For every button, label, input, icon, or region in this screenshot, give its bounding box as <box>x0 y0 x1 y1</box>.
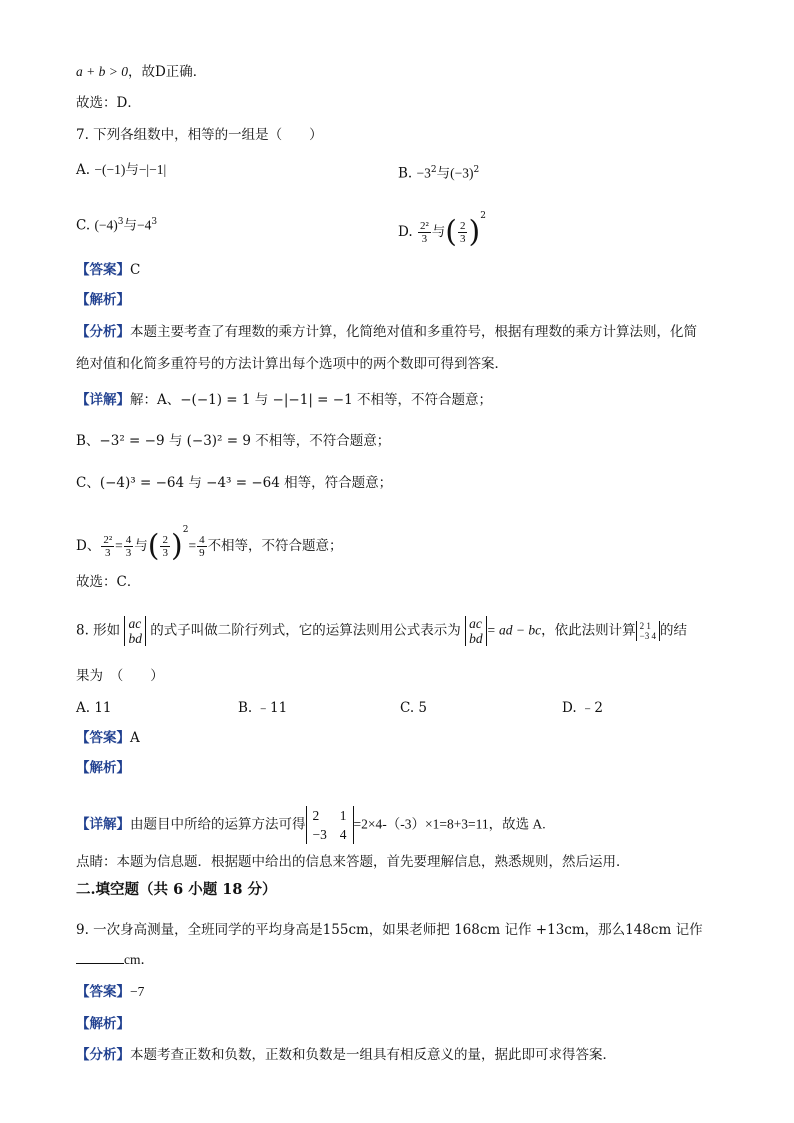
expr: −3 <box>416 165 431 181</box>
q7-option-d: D. $\frac{\text{2²}}{3}$ 与( $\frac{2}{3}$ )$^2$ <box>398 211 486 250</box>
q7-xiangjie-c: C、(−4)³ = −64 与 −4³ = −64 相等，符合题意； <box>76 475 393 491</box>
q8-analysis-tag: 【解析】 <box>76 760 130 776</box>
q6-tail-line <box>76 62 206 82</box>
exponent: 2 <box>430 165 437 175</box>
q8-stem: 8. 形如 ac bd 的式子叫做二阶行列式，它的运算法则用公式表示为 ac bd = ad − bc，依此法则计算 2 1 −3 4 的结 <box>76 616 687 646</box>
q7-xiangjie-d: D、 $\frac{\text{2²}}{3}$ = $\frac{4}{3}$ 与( $\frac{2}{3}$ )$^2$= $\frac{4}{9}$ 不相等，不符合题意； <box>76 525 343 564</box>
q9-blank-line: cm． <box>76 950 154 970</box>
fraction: $\frac{2}{3}$ <box>459 220 466 245</box>
answer-blank[interactable] <box>76 951 124 964</box>
exponent: 2 <box>473 165 480 175</box>
q6-text: ，故D正确． <box>127 64 207 80</box>
q7-option-a <box>76 160 166 180</box>
xiangjie-tag: 【详解】 <box>76 392 130 408</box>
q6-answer: 故选：D． <box>76 95 141 111</box>
q7-conclusion: 故选：C． <box>76 574 141 590</box>
q8-answer-line: 【答案】A <box>76 730 140 746</box>
expr: (−4) <box>94 217 118 233</box>
q7-stem: 7. 下列各组数中，相等的一组是（ ） <box>76 127 323 143</box>
joiner: 与 <box>436 165 451 182</box>
q9-analysis-tag: 【解析】 <box>76 1016 130 1032</box>
expr: −|−1| <box>138 162 167 177</box>
section-title: 二.填空题（共 6 小题 18 分） <box>76 881 277 898</box>
expr: −4 <box>137 217 152 233</box>
q7-fenxi-line2: 绝对值和化简多重符号的方法计算出每个选项中的两个数即可得到答案． <box>76 356 508 372</box>
exponent: 3 <box>151 217 158 227</box>
q8-dianjing: 点睛：本题为信息题．根据题中给出的信息来答题，首先要理解信息，熟悉规则，然后运用． <box>76 854 630 870</box>
q7-xiangjie-a: 【详解】解：A、−(−1) = 1 与 −|−1| = −1 不相等，不符合题意； <box>76 392 492 408</box>
option-label: D. <box>398 224 413 240</box>
q8-option-c: C. 5 <box>400 700 428 716</box>
joiner: 与 <box>123 217 138 234</box>
q8-xiangjie: 【详解】由题目中所给的运算方法可得 2 1 −3 4 =2×4-（-3）×1=8+3=11，故选 A. <box>76 808 546 842</box>
answer-tag: 【答案】 <box>76 262 130 278</box>
q7-fenxi-line1: 【分析】本题主要考查了有理数的乘方计算，化简绝对值和多重符号，根据有理数的乘方计算法则，化简 <box>76 324 697 340</box>
q6-expr: a + b > 0 <box>76 64 128 79</box>
determinant: ac bd <box>124 616 146 646</box>
q7-xiangjie-b: B、−3² = −9 与 (−3)² = 9 不相等，不符合题意； <box>76 433 391 449</box>
q7-option-c <box>76 212 157 236</box>
q7-option-b <box>398 160 479 184</box>
q9-stem: 9. 一次身高测量，全班同学的平均身高是155cm，如果老师把 168cm 记作 +13cm，那么148cm 记作 <box>76 922 703 938</box>
determinant: 2 1 −3 4 <box>636 621 660 641</box>
exponent: 2 <box>480 211 486 221</box>
q9-answer-line: 【答案】−7 <box>76 984 145 1000</box>
exponent: 3 <box>117 217 124 227</box>
fraction: $\frac{\text{2²}}{3}$ <box>419 220 429 245</box>
joiner: 与 <box>125 162 139 178</box>
determinant: 2 1 −3 4 <box>306 806 354 844</box>
fenxi-tag: 【分析】 <box>76 324 130 340</box>
joiner: 与 <box>431 224 446 240</box>
q8-option-a: A. 11 <box>76 700 112 716</box>
determinant: ac bd <box>465 616 487 646</box>
q8-stem-line2: 果为 （ ） <box>76 668 164 684</box>
expr: −(−1) <box>94 162 126 177</box>
q8-option-d: D. ﹣2 <box>562 700 604 716</box>
q8-option-b: B. ﹣11 <box>238 700 288 716</box>
q9-fenxi: 【分析】本题考查正数和负数，正数和负数是一组具有相反意义的量，据此即可求得答案． <box>76 1047 616 1063</box>
option-label: C. <box>76 217 91 234</box>
q7-answer-line <box>76 260 140 280</box>
option-label: A. <box>76 162 91 178</box>
q7-analysis-tag: 【解析】 <box>76 292 130 308</box>
option-label: B. <box>398 165 413 182</box>
answer-value: C <box>130 262 141 278</box>
expr: (−3) <box>450 165 474 181</box>
